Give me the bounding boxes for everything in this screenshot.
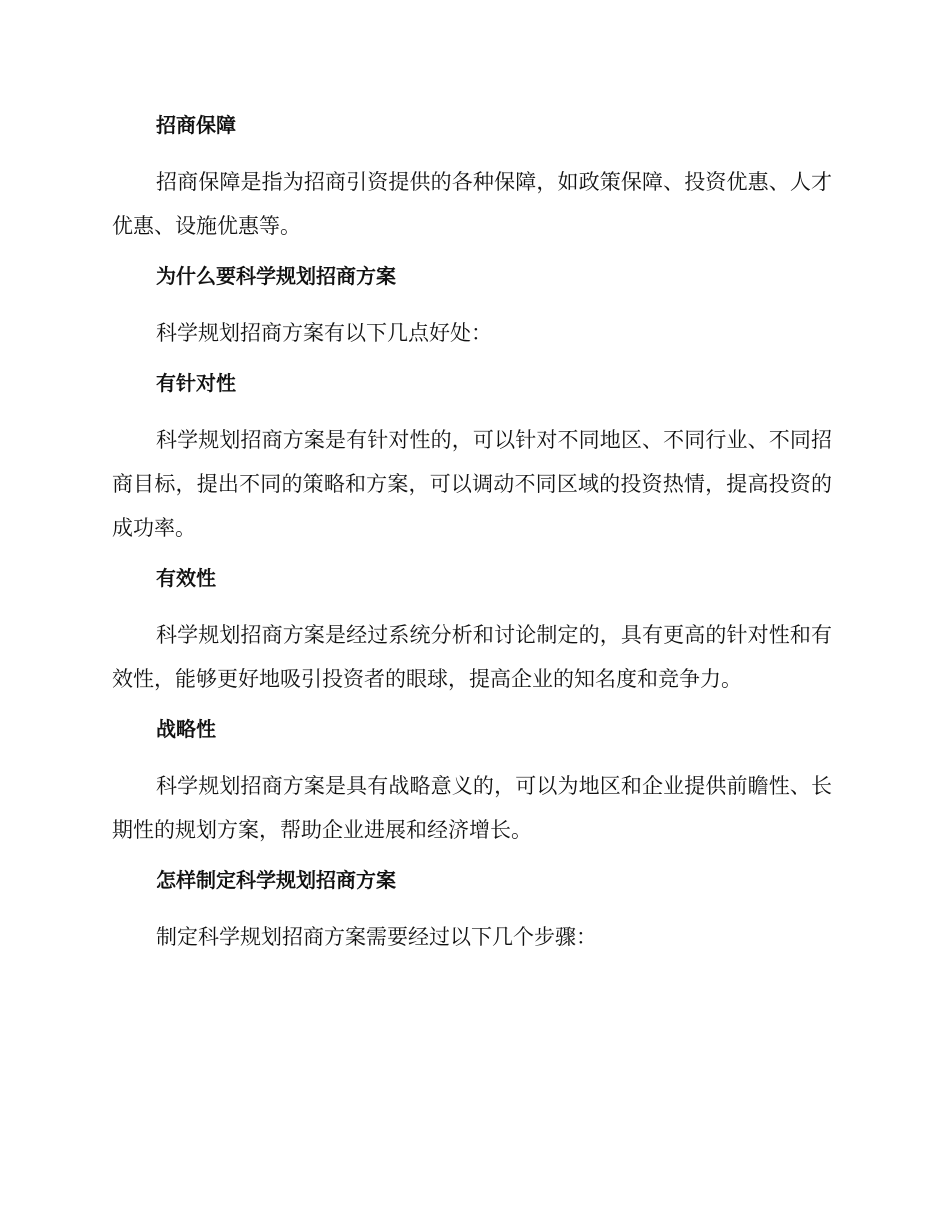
section-heading-targeted: 有针对性 — [156, 371, 236, 395]
section-paragraph-targeted: 科学规划招商方案是有针对性的，可以针对不同地区、不同行业、不同招商目标，提出不同的策略和方案，可以调动不同区域的投资热情，提高投资的成功率。 — [112, 428, 832, 540]
section-paragraph-strategic: 科学规划招商方案是具有战略意义的，可以为地区和企业提供前瞻性、长期性的规划方案，帮助企业进展和经济增长。 — [112, 774, 832, 842]
section-paragraph-why-plan: 科学规划招商方案有以下几点好处： — [156, 321, 492, 345]
section-paragraph-investment-guarantee: 招商保障是指为招商引资提供的各种保障，如政策保障、投资优惠、人才优惠、设施优惠等。 — [112, 170, 832, 238]
section-heading-how-to-plan: 怎样制定科学规划招商方案 — [156, 868, 396, 892]
section-heading-investment-guarantee: 招商保障 — [156, 113, 236, 137]
section-heading-why-plan: 为什么要科学规划招商方案 — [156, 264, 396, 288]
section-heading-strategic: 战略性 — [156, 717, 216, 741]
section-paragraph-how-to-plan: 制定科学规划招商方案需要经过以下几个步骤： — [156, 925, 597, 949]
section-paragraph-effectiveness: 科学规划招商方案是经过系统分析和讨论制定的，具有更高的针对性和有效性，能够更好地吸引投资者的眼球，提高企业的知名度和竞争力。 — [112, 623, 832, 691]
section-heading-effectiveness: 有效性 — [156, 566, 216, 590]
document-body — [112, 108, 832, 970]
